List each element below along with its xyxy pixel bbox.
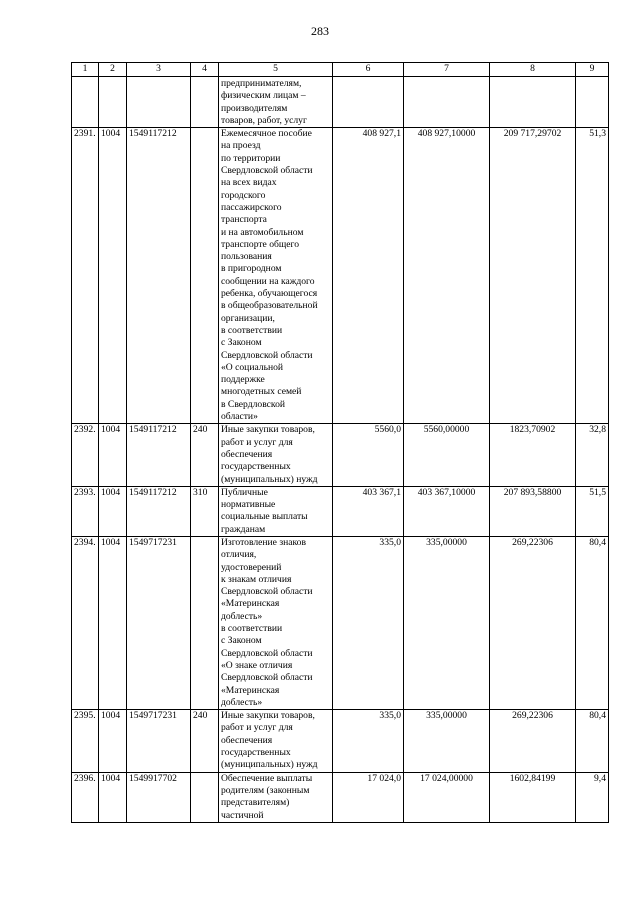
description-line: «О социальной xyxy=(221,361,284,373)
description-line: транспорте общего xyxy=(221,238,300,250)
cell-planned: 5560,0 xyxy=(333,424,404,486)
cell-target xyxy=(127,77,191,128)
cell-planned: 17 024,0 xyxy=(333,772,404,822)
cell-kind xyxy=(191,128,219,424)
description-line: отличия, xyxy=(221,549,257,561)
header-cell: 3 xyxy=(127,63,191,77)
cell-executed: 1823,70902 xyxy=(490,424,576,486)
description-line: Свердловской области xyxy=(221,647,313,659)
cell-target: 1549917702 xyxy=(127,772,191,822)
description-line: (муниципальных) нужд xyxy=(221,759,318,771)
description-line: области» xyxy=(221,411,258,423)
description-line: «О знаке отличия xyxy=(221,659,293,671)
description-line: к знакам отличия xyxy=(221,573,292,585)
budget-table xyxy=(71,62,609,823)
description-line: (муниципальных) нужд xyxy=(221,473,318,485)
description-line: доблесть» xyxy=(221,610,263,622)
description-line: работ и услуг для xyxy=(221,436,293,448)
description-line: государственных xyxy=(221,461,291,473)
description-line: многодетных семей xyxy=(221,386,302,398)
description-line: Свердловской области xyxy=(221,165,313,177)
cell-description xyxy=(219,77,333,128)
description-line: ребенка, обучающегося xyxy=(221,288,318,300)
cell-description xyxy=(219,710,333,772)
cell-number: 2393. xyxy=(72,486,99,536)
description-line: пассажирского xyxy=(221,201,282,213)
cell-percent: 51,5 xyxy=(576,486,609,536)
table-row xyxy=(72,710,609,772)
continuation-row xyxy=(72,77,609,128)
cell-number: 2391. xyxy=(72,128,99,424)
description-line: по территории xyxy=(221,152,281,164)
description-line: физическим лицам – xyxy=(221,90,306,102)
table-row xyxy=(72,128,609,424)
cell-number xyxy=(72,77,99,128)
cell-section: 1004 xyxy=(99,128,127,424)
cell-section xyxy=(99,77,127,128)
cell-executed: 207 893,58800 xyxy=(490,486,576,536)
description-line: транспорта xyxy=(221,214,267,226)
description-line: Свердловской области xyxy=(221,586,313,598)
cell-target: 1549717231 xyxy=(127,536,191,709)
cell-planned: 335,0 xyxy=(333,536,404,709)
cell-executed: 269,22306 xyxy=(490,536,576,709)
cell-planned xyxy=(333,77,404,128)
cell-number: 2394. xyxy=(72,536,99,709)
cell-executed: 269,22306 xyxy=(490,710,576,772)
description-line: товаров, работ, услуг xyxy=(221,114,307,126)
cell-percent: 32,8 xyxy=(576,424,609,486)
table-row xyxy=(72,424,609,486)
description-line: обеспечения xyxy=(221,734,273,746)
description-line: сообщении на каждого xyxy=(221,275,315,287)
cell-kind xyxy=(191,77,219,128)
header-cell: 9 xyxy=(576,63,609,77)
table-row xyxy=(72,772,609,822)
cell-target: 1549117212 xyxy=(127,486,191,536)
page-number: 283 xyxy=(311,24,329,38)
cell-description xyxy=(219,424,333,486)
description-line: в соответствии xyxy=(221,623,283,635)
cell-approved: 17 024,00000 xyxy=(404,772,490,822)
description-line: «Материнская xyxy=(221,598,280,610)
cell-planned: 408 927,1 xyxy=(333,128,404,424)
cell-kind: 240 xyxy=(191,710,219,772)
description-line: городского xyxy=(221,189,266,201)
cell-description xyxy=(219,128,333,424)
description-line: гражданам xyxy=(221,523,266,535)
cell-description xyxy=(219,772,333,822)
description-line: доблесть» xyxy=(221,696,263,708)
description-line: на проезд xyxy=(221,140,261,152)
description-line: в общеобразовательной xyxy=(221,300,318,312)
cell-section: 1004 xyxy=(99,536,127,709)
cell-number: 2395. xyxy=(72,710,99,772)
description-line: социальные выплаты xyxy=(221,511,308,523)
description-line: Иные закупки товаров, xyxy=(221,424,315,436)
cell-target: 1549117212 xyxy=(127,128,191,424)
header-cell: 6 xyxy=(333,63,404,77)
table-header xyxy=(72,63,609,77)
description-line: в пригородном xyxy=(221,263,282,275)
cell-percent: 9,4 xyxy=(576,772,609,822)
description-line: Свердловской области xyxy=(221,672,313,684)
cell-section: 1004 xyxy=(99,772,127,822)
description-line: Обеспечение выплаты xyxy=(221,772,313,784)
cell-target: 1549117212 xyxy=(127,424,191,486)
cell-kind xyxy=(191,536,219,709)
description-line: поддержке xyxy=(221,374,265,386)
cell-section: 1004 xyxy=(99,486,127,536)
cell-approved xyxy=(404,77,490,128)
description-line: Иные закупки товаров, xyxy=(221,710,315,722)
cell-description xyxy=(219,486,333,536)
description-line: Публичные xyxy=(221,486,268,498)
cell-executed xyxy=(490,77,576,128)
description-line: с Законом xyxy=(221,337,262,349)
description-line: Свердловской области xyxy=(221,349,313,361)
description-line: представителям) xyxy=(221,797,290,809)
description-line: в соответствии xyxy=(221,324,283,336)
cell-approved: 335,00000 xyxy=(404,536,490,709)
description-line: с Законом xyxy=(221,635,262,647)
description-line: родителям (законным xyxy=(221,784,310,796)
header-cell: 5 xyxy=(219,63,333,77)
cell-kind: 310 xyxy=(191,486,219,536)
description-line: на всех видах xyxy=(221,177,277,189)
cell-planned: 403 367,1 xyxy=(333,486,404,536)
description-line: работ и услуг для xyxy=(221,722,293,734)
table-row xyxy=(72,486,609,536)
cell-executed: 209 717,29702 xyxy=(490,128,576,424)
table-body xyxy=(72,77,609,823)
cell-kind: 240 xyxy=(191,424,219,486)
description-line: организации, xyxy=(221,312,275,324)
cell-executed: 1602,84199 xyxy=(490,772,576,822)
cell-percent xyxy=(576,77,609,128)
header-cell: 4 xyxy=(191,63,219,77)
description-line: государственных xyxy=(221,747,291,759)
cell-approved: 335,00000 xyxy=(404,710,490,772)
description-line: нормативные xyxy=(221,499,276,511)
cell-section: 1004 xyxy=(99,424,127,486)
cell-kind xyxy=(191,772,219,822)
cell-target: 1549717231 xyxy=(127,710,191,772)
description-line: производителям xyxy=(221,102,288,114)
description-line: обеспечения xyxy=(221,448,273,460)
description-line: удостоверений xyxy=(221,561,282,573)
cell-percent: 51,3 xyxy=(576,128,609,424)
header-cell: 8 xyxy=(490,63,576,77)
description-line: «Материнская xyxy=(221,684,280,696)
header-cell: 2 xyxy=(99,63,127,77)
cell-approved: 408 927,10000 xyxy=(404,128,490,424)
cell-number: 2396. xyxy=(72,772,99,822)
cell-approved: 5560,00000 xyxy=(404,424,490,486)
cell-description xyxy=(219,536,333,709)
description-line: Ежемесячное пособие xyxy=(221,128,312,140)
description-line: и на автомобильном xyxy=(221,226,304,238)
header-row xyxy=(72,63,609,77)
description-line: Изготовление знаков xyxy=(221,536,307,548)
cell-number: 2392. xyxy=(72,424,99,486)
cell-percent: 80,4 xyxy=(576,536,609,709)
description-line: в Свердловской xyxy=(221,398,286,410)
description-line: частичной xyxy=(221,809,264,821)
cell-percent: 80,4 xyxy=(576,710,609,772)
cell-section: 1004 xyxy=(99,710,127,772)
cell-planned: 335,0 xyxy=(333,710,404,772)
cell-approved: 403 367,10000 xyxy=(404,486,490,536)
table-row xyxy=(72,536,609,709)
header-cell: 7 xyxy=(404,63,490,77)
header-cell: 1 xyxy=(72,63,99,77)
description-line: предпринимателям, xyxy=(221,78,302,89)
description-line: пользования xyxy=(221,251,272,263)
